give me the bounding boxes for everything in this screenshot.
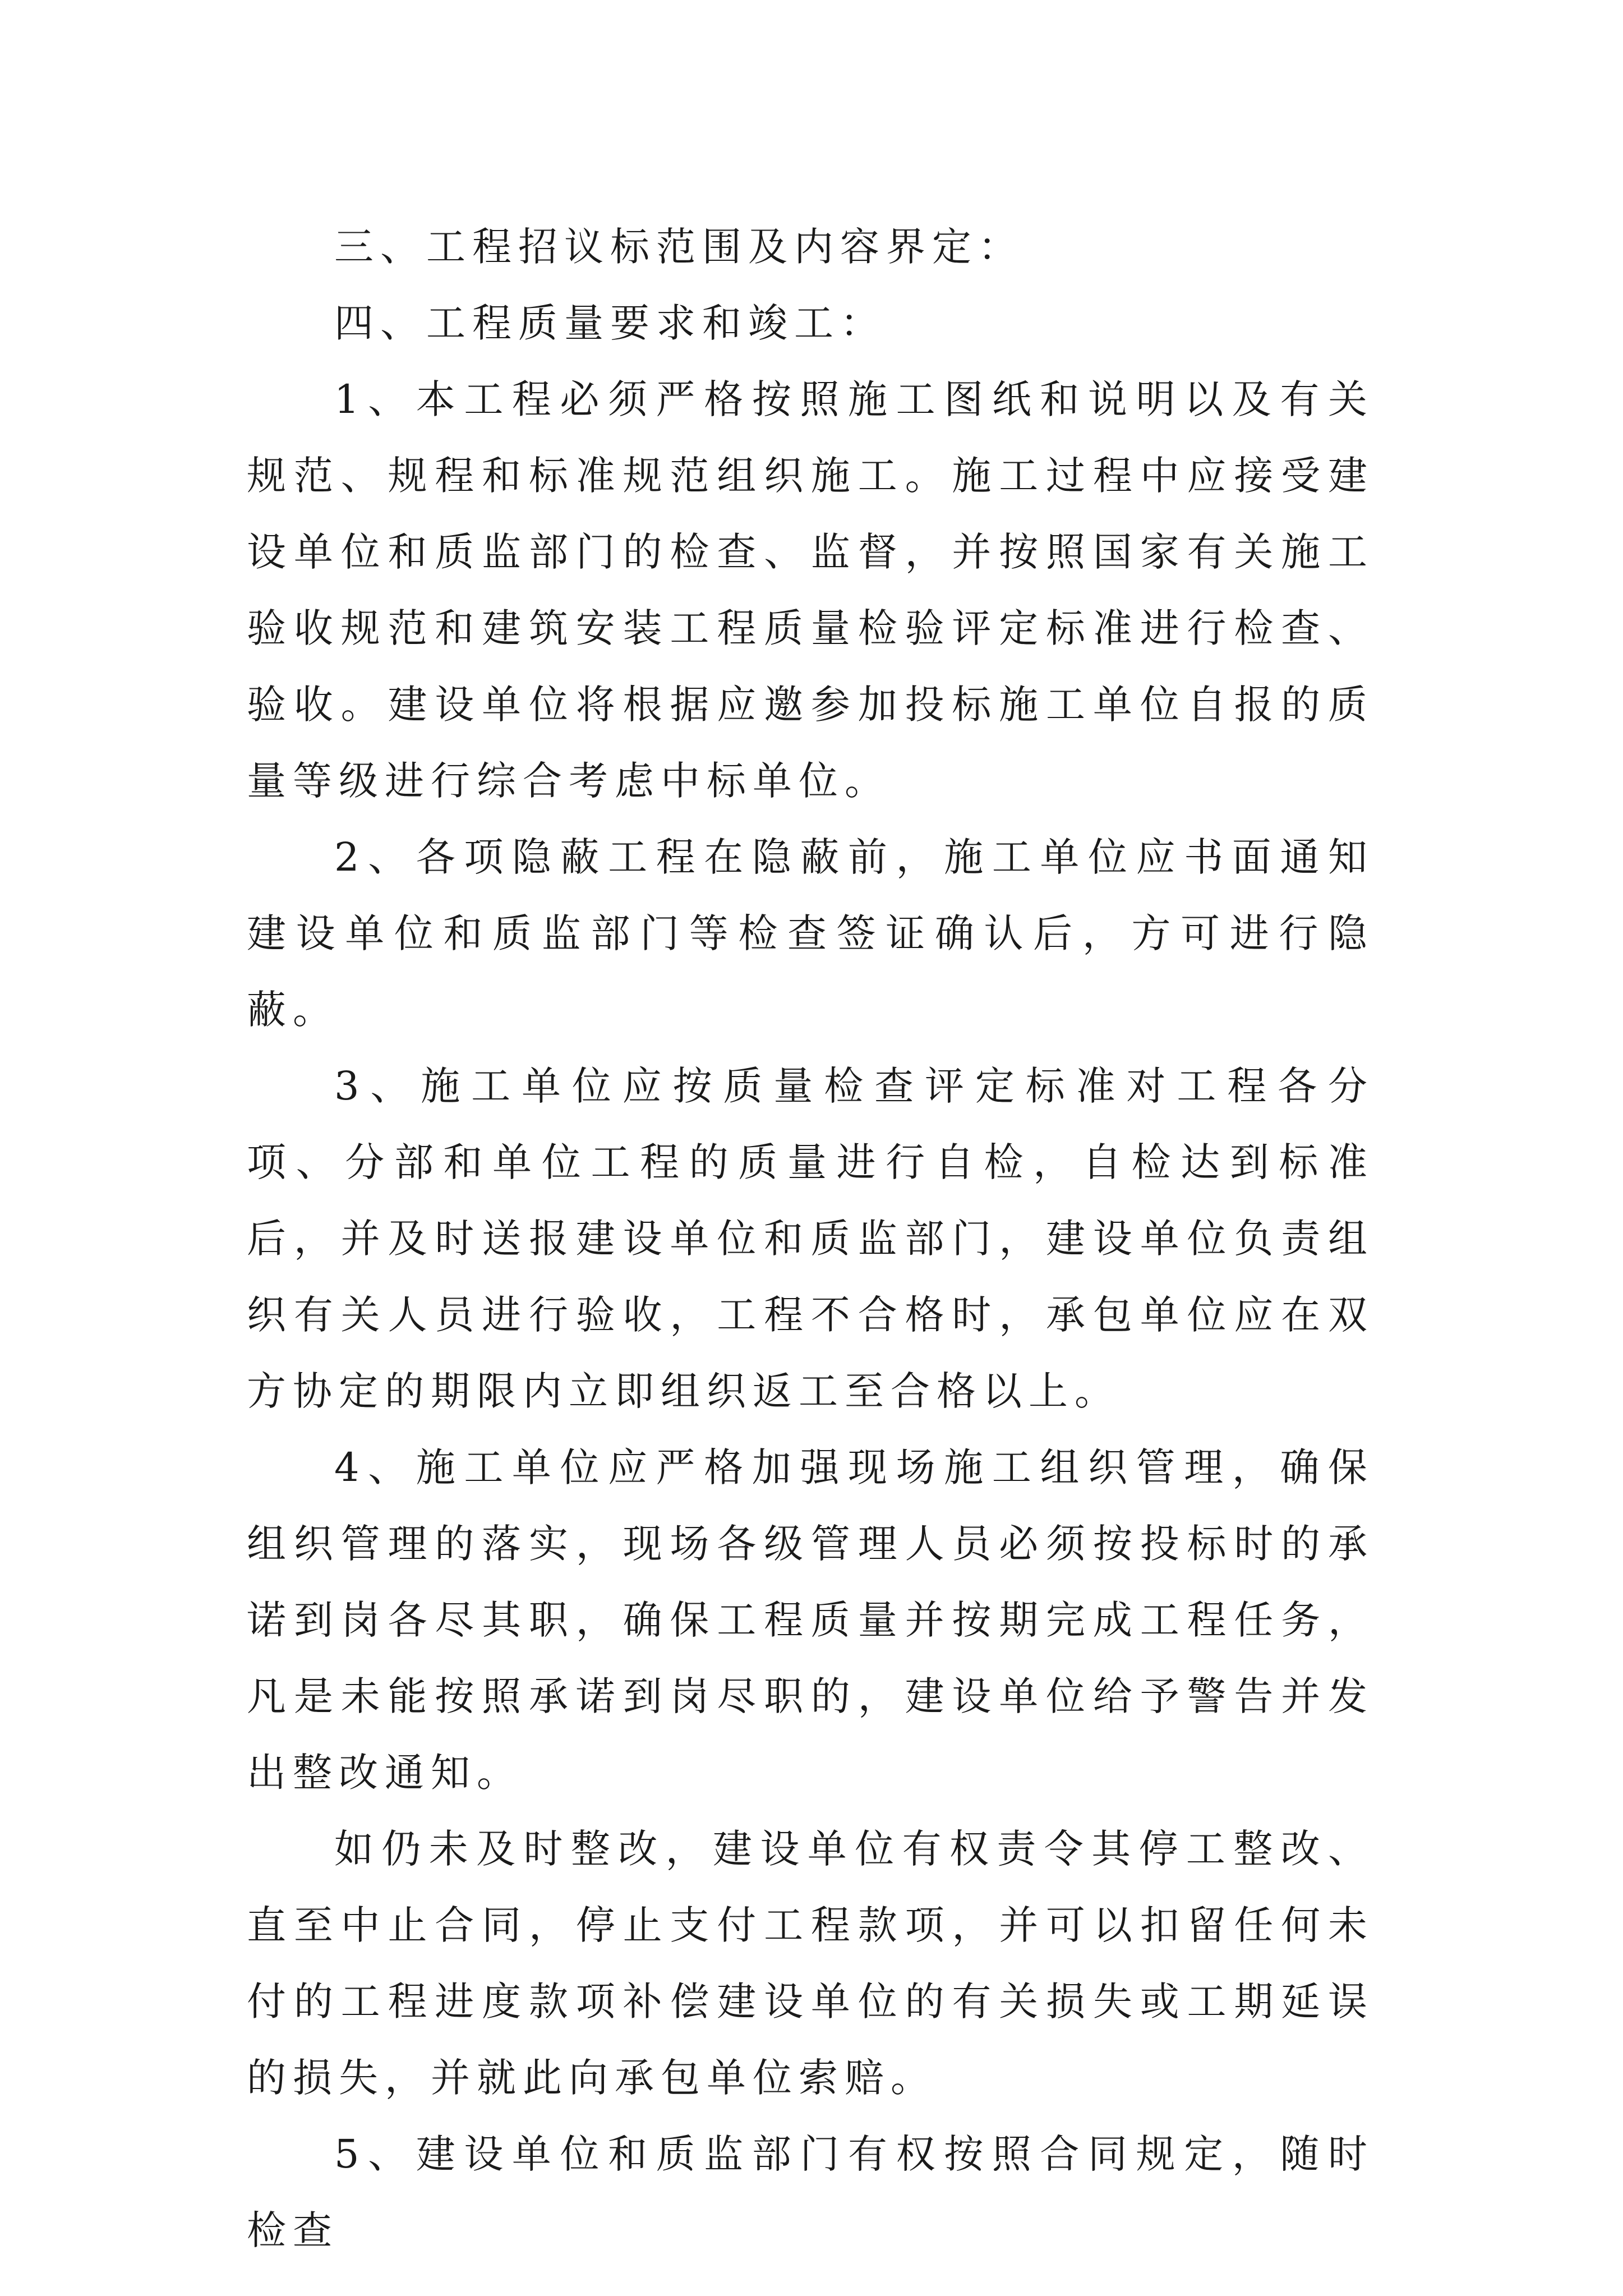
document-body [247, 209, 1374, 2269]
paragraph-item-4: 4、施工单位应严格加强现场施工组织管理，确保组织管理的落实，现场各级管理人员必须按投标时的承诺到岗各尽其职，确保工程质量并按期完成工程任务，凡是未能按照承诺到岗尽职的，建设单位给予警告并发出整改通知。 [247, 1444, 1374, 1796]
section-heading-quality: 四、工程质量要求和竣工： [334, 300, 886, 346]
paragraph-item-1: 1、本工程必须严格按照施工图纸和说明以及有关规范、规程和标准规范组织施工。施工过程中应接受建设单位和质监部门的检查、监督，并按照国家有关施工验收规范和建筑安装工程质量检验评定标准进行检查、验收。建设单位将根据应邀参加投标施工单位自报的质量等级进行综合考虑中标单位。 [247, 376, 1374, 804]
paragraph-item-3: 3、施工单位应按质量检查评定标准对工程各分项、分部和单位工程的质量进行自检，自检达到标准后，并及时送报建设单位和质监部门，建设单位负责组织有关人员进行验收，工程不合格时，承包单位应在双方协定的期限内立即组织返工至合格以上。 [247, 1063, 1374, 1414]
section-heading-scope: 三、工程招议标范围及内容界定： [334, 224, 1024, 270]
paragraph-rectification: 如仍未及时整改，建设单位有权责令其停工整改、直至中止合同，停止支付工程款项，并可以扣留任何未付的工程进度款项补偿建设单位的有关损失或工期延误的损失，并就此向承包单位索赔。 [247, 1826, 1374, 2101]
paragraph-item-5: 5、建设单位和质监部门有权按照合同规定，随时检查 [247, 2131, 1374, 2253]
paragraph-item-2: 2、各项隐蔽工程在隐蔽前，施工单位应书面通知建设单位和质监部门等检查签证确认后，方可进行隐蔽。 [247, 834, 1374, 1033]
